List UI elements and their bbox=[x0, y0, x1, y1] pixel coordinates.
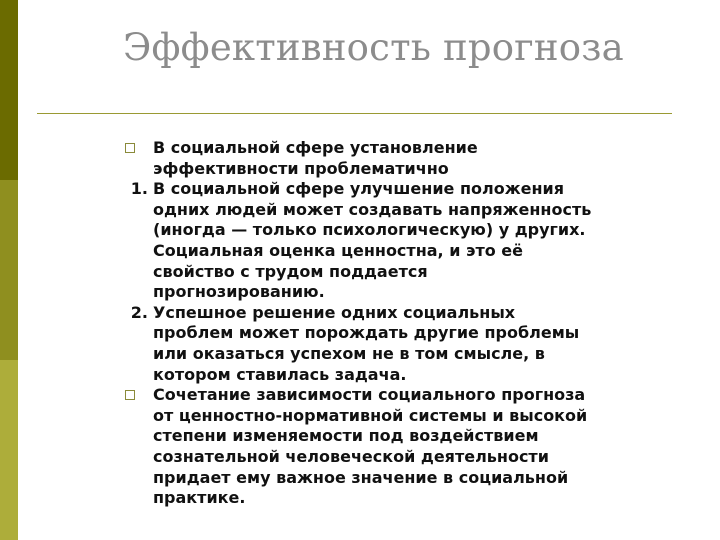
list-item-text: Сочетание зависимости социального прогноза от ценностно-нормативной системы и высокой степени изменяемости под воздействием сознательной человеческой деятельности придает ему важное значение в социальной практике. bbox=[153, 385, 588, 508]
title-divider bbox=[37, 113, 672, 114]
list-item-text: В социальной сфере установление эффективности проблематично bbox=[153, 138, 478, 178]
list-number: 1. bbox=[130, 179, 148, 199]
list-item-1 bbox=[0, 138, 720, 179]
list-item-2 bbox=[0, 179, 720, 303]
list-number: 2. bbox=[130, 302, 148, 322]
list-item-text: В социальной сфере улучшение положения одних людей может создавать напряженность (иногда — только психологическую) у других. Социальная оценка ценностна, и это её свойство с трудом поддается прогнозированию. bbox=[153, 179, 592, 302]
square-bullet-icon bbox=[125, 390, 135, 400]
square-bullet-icon bbox=[125, 143, 135, 153]
list-item-3 bbox=[0, 303, 720, 385]
list-item-text: Успешное решение одних социальных проблем может порождать другие проблемы или оказаться успехом не в том смысле, в котором ставилась задача. bbox=[153, 302, 580, 384]
bullet-list bbox=[0, 138, 720, 509]
slide-title: Эффективность прогноза bbox=[123, 26, 624, 69]
list-item-4 bbox=[0, 385, 720, 509]
